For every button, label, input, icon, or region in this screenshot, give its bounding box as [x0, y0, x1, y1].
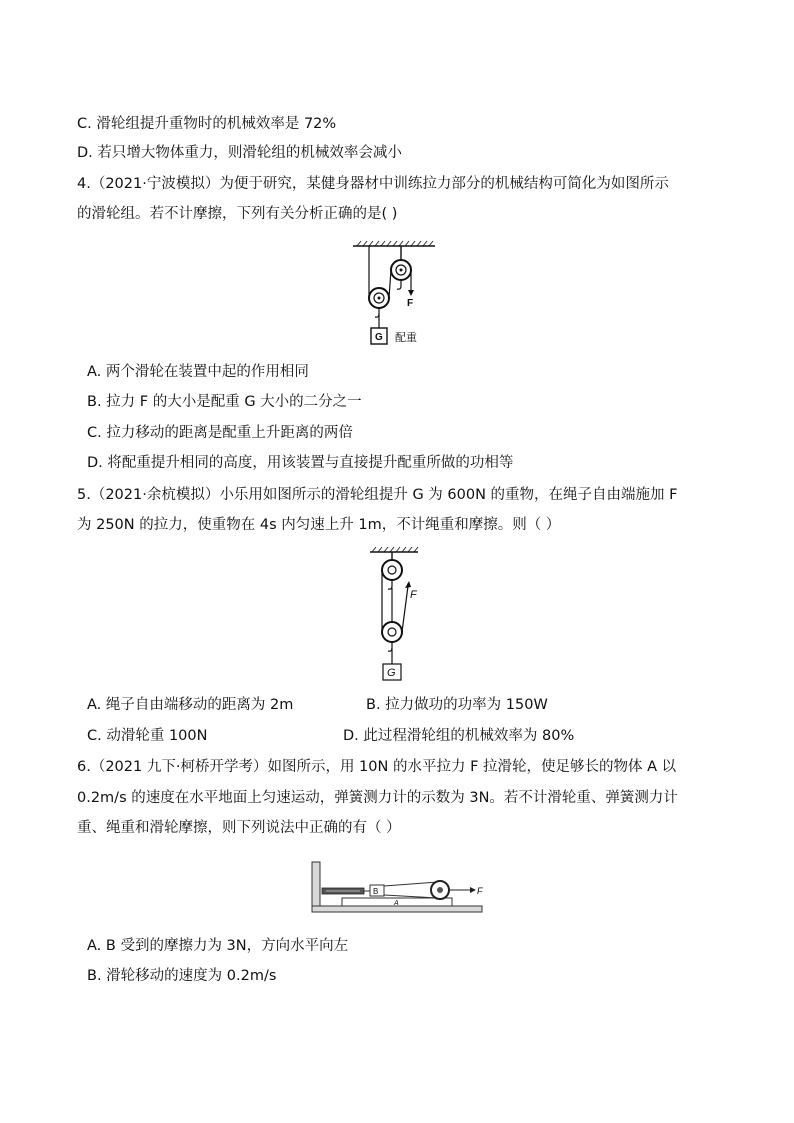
- q6-force-label: F: [477, 886, 483, 896]
- q5-force-label: F: [410, 589, 417, 601]
- q6-horizontal-figure: [308, 858, 488, 916]
- q5-option-a: A. 绳子自由端移动的距离为 2m: [87, 697, 294, 713]
- q6-stem-line1: 6.（2021 九下·柯桥开学考）如图所示，用 10N 的水平拉力 F 拉滑轮，使足够长的物体 A 以: [77, 759, 677, 775]
- q4-force-label: F: [407, 298, 414, 309]
- q5-stem-line1: 5.（2021·余杭模拟）小乐用如图所示的滑轮组提升 G 为 600N 的重物，在绳子自由端施加 F: [77, 487, 678, 503]
- q4-weight-label: G: [375, 332, 383, 343]
- q6-option-b: B. 滑轮移动的速度为 0.2m/s: [87, 968, 277, 984]
- q4-stem-line1: 4.（2021·宁波模拟）为便于研究，某健身器材中训练拉力部分的机械结构可简化为如图所示: [77, 176, 669, 192]
- option-c-prev: C. 滑轮组提升重物时的机械效率是 72%: [77, 116, 337, 132]
- q5-pulley-figure: [360, 546, 430, 686]
- block-a-label: A: [394, 900, 399, 907]
- q5-stem-line2: 为 250N 的拉力，使重物在 4s 内匀速上升 1m，不计绳重和摩擦。则（ ）: [77, 517, 561, 533]
- q6-stem-line2: 0.2m/s 的速度在水平地面上匀速运动，弹簧测力计的示数为 3N。若不计滑轮重、弹簧测力计: [77, 790, 678, 806]
- q4-option-b: B. 拉力 F 的大小是配重 G 大小的二分之一: [87, 394, 362, 410]
- q4-weight-caption: 配重: [395, 332, 417, 344]
- q4-option-d: D. 将配重提升相同的高度，用该装置与直接提升配重所做的功相等: [87, 455, 514, 471]
- q4-stem-line2: 的滑轮组。若不计摩擦，下列有关分析正确的是( ): [77, 206, 398, 222]
- q5-option-d: D. 此过程滑轮组的机械效率为 80%: [343, 728, 575, 744]
- q5-weight-label: G: [387, 667, 396, 679]
- q5-option-b: B. 拉力做功的功率为 150W: [366, 697, 548, 713]
- q6-stem-line3: 重、绳重和滑轮摩擦，则下列说法中正确的有（ ）: [77, 820, 401, 836]
- q5-option-c: C. 动滑轮重 100N: [87, 728, 208, 744]
- q6-option-a: A. B 受到的摩擦力为 3N，方向水平向左: [87, 938, 349, 954]
- block-b-label: B: [373, 887, 379, 896]
- q4-option-c: C. 拉力移动的距离是配重上升距离的两倍: [87, 425, 353, 441]
- option-d-prev: D. 若只增大物体重力，则滑轮组的机械效率会减小: [77, 145, 402, 161]
- q4-pulley-figure: [345, 240, 445, 348]
- q4-option-a: A. 两个滑轮在装置中起的作用相同: [87, 364, 309, 380]
- q5-fixed-pulley: [382, 560, 402, 580]
- q5-movable-pulley: [382, 622, 402, 642]
